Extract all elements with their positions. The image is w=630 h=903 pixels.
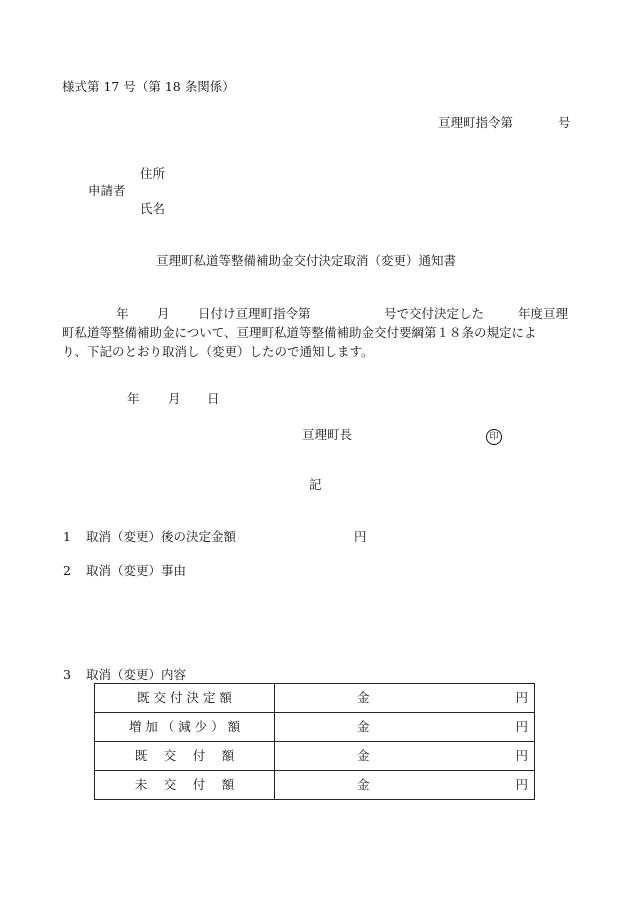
row-value bbox=[275, 771, 535, 800]
item-2-number: 2 bbox=[63, 563, 71, 578]
seal-icon: 印 bbox=[486, 429, 502, 445]
kin-label: 金 bbox=[357, 690, 370, 705]
item-1-number: 1 bbox=[63, 529, 71, 544]
applicant-label: 申請者 bbox=[88, 183, 126, 198]
form-number: 様式第 17 号（第 18 条関係） bbox=[62, 79, 235, 94]
document-title: 亘理町私道等整備補助金交付決定取消（変更）通知書 bbox=[156, 253, 457, 268]
body-month: 月 bbox=[157, 306, 170, 321]
row-value bbox=[275, 713, 535, 742]
address-label: 住所 bbox=[140, 166, 166, 181]
item-2-label: 取消（変更）事由 bbox=[86, 563, 187, 578]
doc-number-suffix: 号 bbox=[558, 115, 571, 130]
ki-heading: 記 bbox=[309, 477, 322, 492]
date-year: 年 bbox=[127, 391, 140, 406]
body-decision: 号で交付決定した bbox=[384, 306, 485, 321]
item-1-unit: 円 bbox=[354, 529, 367, 544]
table-row bbox=[95, 742, 535, 771]
row-value bbox=[275, 684, 535, 713]
body-line-3: り、下記のとおり取消し（変更）したので通知します。 bbox=[62, 344, 374, 359]
kin-label: 金 bbox=[357, 748, 370, 763]
table-row bbox=[95, 713, 535, 742]
kin-label: 金 bbox=[357, 777, 370, 792]
kin-label: 金 bbox=[357, 719, 370, 734]
item-3-label: 取消（変更）内容 bbox=[86, 667, 187, 682]
item-1-label: 取消（変更）後の決定金額 bbox=[86, 529, 237, 544]
table-row bbox=[95, 771, 535, 800]
change-content-table bbox=[94, 683, 535, 800]
notification-body bbox=[62, 304, 574, 361]
body-day-ref: 日付け亘理町指令第 bbox=[198, 306, 311, 321]
seal-mark bbox=[486, 427, 502, 445]
row-label: 増 加 （ 減 少 ） 額 bbox=[95, 713, 275, 742]
body-line-2: 町私道等整備補助金について、亘理町私道等整備補助金交付要綱第１８条の規定によ bbox=[62, 325, 537, 340]
body-fiscal-year: 年度亘理 bbox=[518, 306, 569, 321]
row-label: 未 交 付 額 bbox=[95, 771, 275, 800]
name-label: 氏名 bbox=[140, 201, 166, 216]
yen-label: 円 bbox=[515, 690, 528, 705]
date-day: 日 bbox=[207, 391, 220, 406]
row-label: 既 交 付 額 bbox=[95, 742, 275, 771]
item-3-number: 3 bbox=[63, 667, 71, 682]
table-row bbox=[95, 684, 535, 713]
body-line-1 bbox=[62, 304, 574, 323]
date-month: 月 bbox=[168, 391, 181, 406]
row-value bbox=[275, 742, 535, 771]
row-label: 既 交 付 決 定 額 bbox=[95, 684, 275, 713]
yen-label: 円 bbox=[515, 777, 528, 792]
yen-label: 円 bbox=[515, 719, 528, 734]
issuer-title: 亘理町長 bbox=[302, 427, 353, 442]
yen-label: 円 bbox=[515, 748, 528, 763]
doc-number-prefix: 亘理町指令第 bbox=[438, 115, 514, 130]
body-year: 年 bbox=[116, 306, 129, 321]
